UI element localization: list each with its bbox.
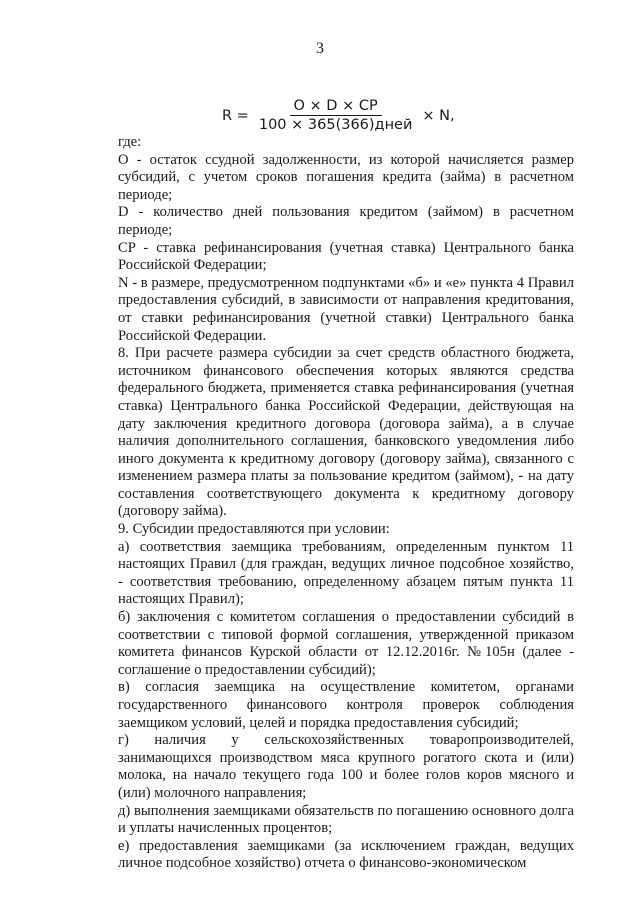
- paragraph-subitem-a: а) соответствия заемщика требованиям, определенным пунктом 11 настоящих Правил (для граждан, ведущих личное подсобное хозяйство, - соответствия требованию, определенному абзацем пятым пункта 11 настоящих Правил);: [118, 538, 574, 608]
- paragraph-item-9: 9. Субсидии предоставляются при условии:: [118, 521, 390, 538]
- paragraph-subitem-b: б) заключения с комитетом соглашения о предоставлении субсидий в соответствии с типовой формой соглашения, утвержденной приказом комитета финансов Курской области от 12.12.2016г. №105н (далее - соглашение о предоставлении субсидий);: [118, 609, 574, 678]
- paragraph-definition-n: N - в размере, предусмотренном подпунктами «б» и «е» пункта 4 Правил предоставления субсидий, в зависимости от направления кредитования, от ставки рефинансирования (учетной ставки) Центрального банка Российской Федерации.: [118, 274, 574, 344]
- page-number: 3: [316, 40, 324, 57]
- paragraph-subitem-g: г) наличия у сельскохозяйственных товаропроизводителей, занимающихся производством мяса крупного рогатого скота и (или) молока, на начало текущего года 100 и более голов коров мясного и (или) молочного направления;: [118, 732, 574, 801]
- paragraph-item-8: 8. При расчете размера субсидии за счет средств областного бюджета, источником финансового обеспечения которых являются средства федерального бюджета, применяется ставка рефинансирования (учетная ставка) Центрального банка Российской Федерации, действующая на дату заключения кредитного договора (договора займа), а в случае наличия дополнительного соглашения, банковского уведомления либо иного документа к кредитному договору (договору займа), связанного с изменением размера платы за пользование кредитом (займом), - на дату составления соответствующего документа к кредитному договору (договору займа).: [118, 345, 574, 520]
- subsidy-formula: [222, 98, 455, 133]
- formula-rhs: × N,: [422, 107, 455, 124]
- paragraph-definition-d: D - количество дней пользования кредитом (займом) в расчетном периоде;: [118, 204, 574, 238]
- formula-denominator: 100 × 365(366)дней: [258, 117, 413, 133]
- paragraph-subitem-e: е) предоставления заемщиками (за исключением граждан, ведущих личное подсобное хозяйство) отчета о финансово-экономическом: [118, 837, 574, 872]
- formula-lhs: R =: [222, 107, 249, 124]
- paragraph-subitem-v: в) согласия заемщика на осуществление комитетом, органами государственного финансового контроля проверок соблюдения заемщиком условий, целей и порядка предоставления субсидий;: [118, 679, 574, 731]
- paragraph-where: где:: [118, 134, 142, 150]
- formula-numerator: O × D × CP: [290, 98, 382, 116]
- formula-fraction: [255, 98, 417, 133]
- paragraph-definition-o: О - остаток ссудной задолженности, из которой начисляется размер субсидий, с учетом сроков погашения кредита (займа) в расчетном периоде;: [118, 151, 574, 203]
- paragraph-subitem-d: д) выполнения заемщиками обязательств по погашению основного долга и уплаты начисленных процентов;: [118, 802, 574, 837]
- document-body: [118, 134, 574, 873]
- paragraph-definition-cp: CP - ставка рефинансирования (учетная ставка) Центрального банка Российской Федерации;: [118, 239, 574, 274]
